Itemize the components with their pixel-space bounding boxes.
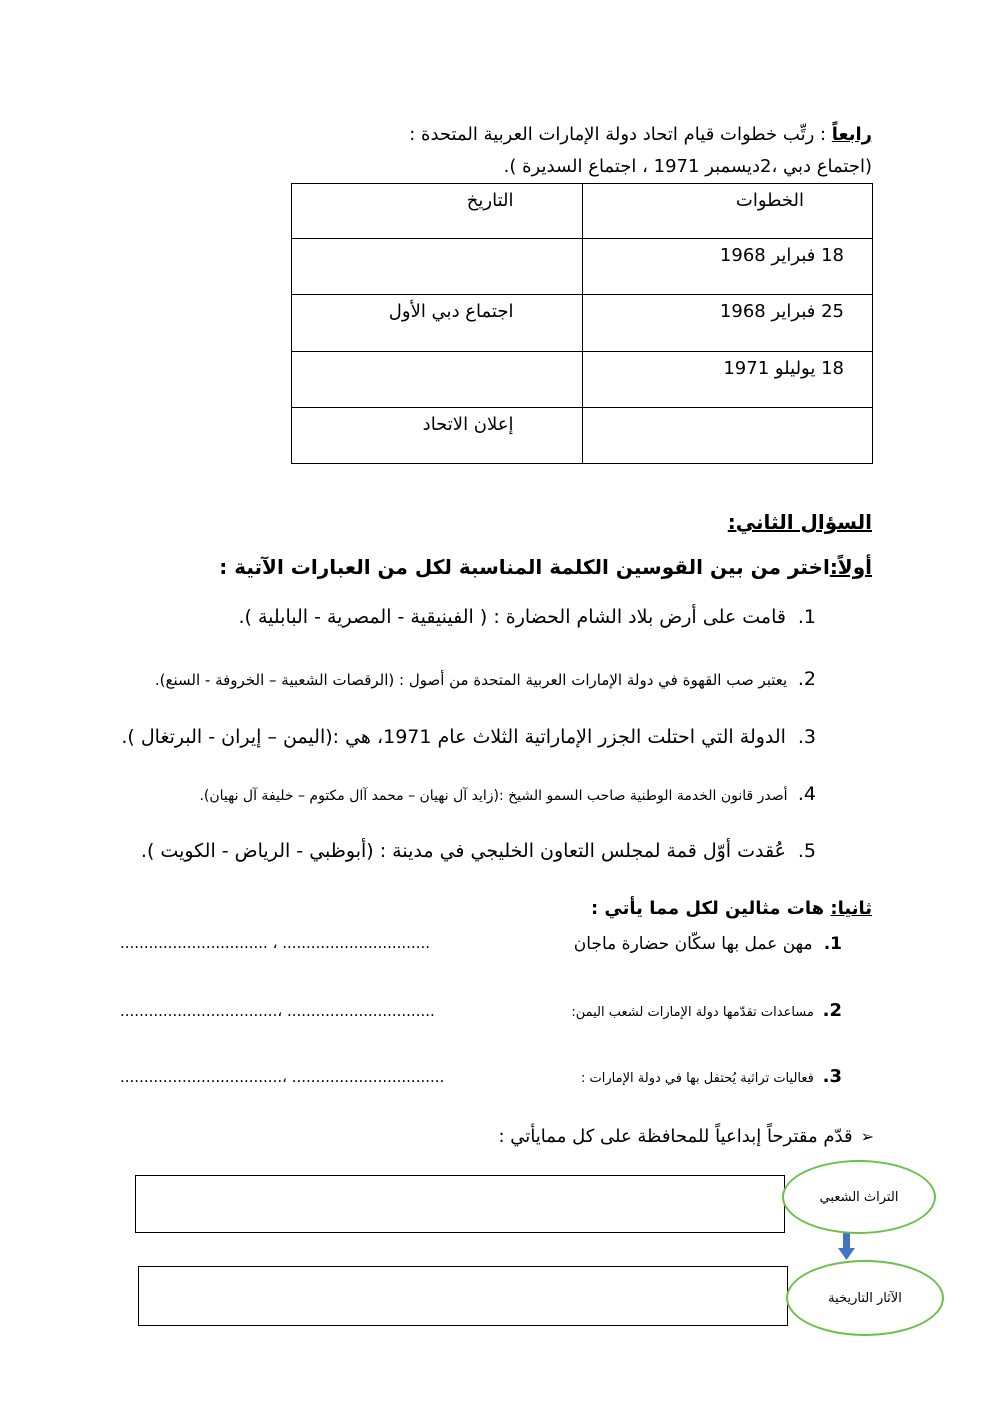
part2-label: ثانيا: (830, 898, 872, 919)
proposal-text: قدّم مقترحاً إبداعياً للمحافظة على كل ممايأتي : (498, 1126, 853, 1147)
example-item-2: 2. مساعدات تقدّمها دولة الإمارات لشعب اليمن: (571, 1000, 842, 1021)
table-cell: 18 يوليلو 1971 (582, 352, 873, 408)
table-cell (292, 239, 583, 295)
oval-monuments-label: الآثار التاريخية (828, 1290, 902, 1306)
mcq-item-3: 3. الدولة التي احتلت الجزر الإماراتية الثلاث عام 1971، هي :(اليمن – إيران - البرتغال ). (121, 726, 816, 748)
table-row (292, 239, 873, 295)
answer-box-monuments[interactable] (138, 1266, 788, 1326)
section4-title (409, 124, 872, 145)
section4-hint: (اجتماع دبي ،2ديسمبر 1971 ، اجتماع السديرة ). (503, 156, 872, 177)
header-date: التاريخ (292, 184, 583, 239)
mcq-item-1: 1. قامت على أرض بلاد الشام الحضارة : ( الفينيقية - المصرية - البابلية ). (238, 606, 816, 628)
section4-title-label: رابعاً (831, 124, 872, 145)
example-item-1: 1. مهن عمل بها سكّان حضارة ماجان (573, 934, 842, 954)
table-cell (292, 352, 583, 408)
table-cell (582, 408, 873, 464)
example-blank-3[interactable]: ..................................، ................................ (120, 1068, 445, 1086)
part2-heading (591, 898, 872, 919)
example-item-3: 3. فعاليات تراثية يُحتفل بها في دولة الإمارات : (581, 1066, 842, 1087)
question2-title: السؤال الثاني: (727, 510, 872, 534)
part1-label: أولاً: (829, 555, 872, 579)
mcq-item-4: 4. أصدر قانون الخدمة الوطنية صاحب السمو الشيخ :(زايد آل نهيان – محمد آال مكتوم – خليفة آل نهيان). (199, 783, 816, 805)
oval-monuments (786, 1260, 944, 1336)
table-cell: 25 فبراير 1968 (582, 295, 873, 352)
part1-text: اختر من بين القوسين الكلمة المناسبة لكل من العبارات الآتية : (219, 555, 830, 579)
steps-table (291, 183, 873, 464)
table-cell: إعلان الاتحاد (292, 408, 583, 464)
table-cell: 18 فبراير 1968 (582, 239, 873, 295)
table-row (292, 352, 873, 408)
proposal-line (499, 1126, 874, 1147)
header-steps: الخطوات (582, 184, 873, 239)
oval-heritage (782, 1160, 936, 1234)
down-arrow-head-icon (838, 1248, 855, 1260)
part1-heading (219, 555, 872, 579)
part2-text: هات مثالين لكل مما يأتي : (590, 898, 831, 919)
bullet-arrow-icon: ➢ (860, 1127, 874, 1146)
table-row (292, 295, 873, 352)
table-row (292, 408, 873, 464)
mcq-item-2: 2. يعتبر صب القهوة في دولة الإمارات العربية المتحدة من أصول : (الرقصات الشعبية – الخروفة - السنع). (154, 668, 816, 690)
section4-title-text: : رتِّب خطوات قيام اتحاد دولة الإمارات العربية المتحدة : (409, 124, 832, 145)
table-cell: اجتماع دبي الأول (292, 295, 583, 352)
answer-box-heritage[interactable] (135, 1175, 785, 1233)
example-blank-2[interactable]: .................................، ............................... (120, 1002, 435, 1020)
example-blank-1[interactable]: ............................... ، ............................... (120, 934, 430, 952)
mcq-item-5: 5. عُقدت أوّل قمة لمجلس التعاون الخليجي في مدينة : (أبوظبي - الرياض - الكويت ). (140, 840, 816, 862)
table-header-row (292, 184, 873, 239)
oval-heritage-label: التراث الشعبي (819, 1189, 899, 1205)
